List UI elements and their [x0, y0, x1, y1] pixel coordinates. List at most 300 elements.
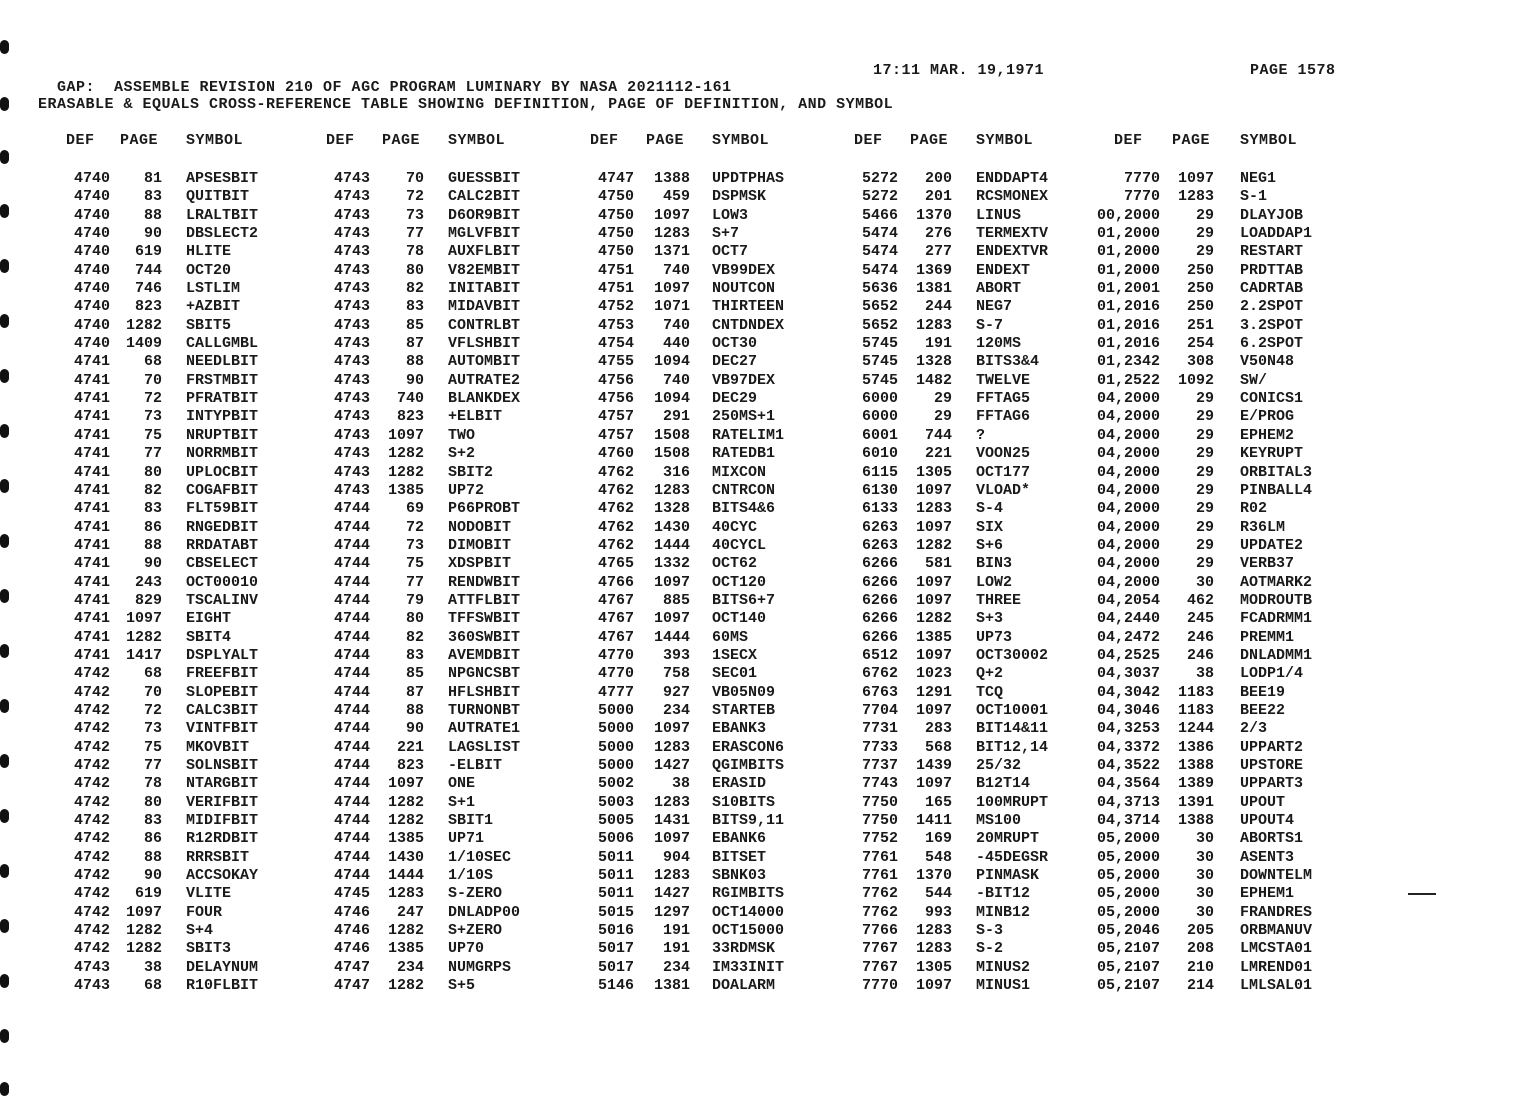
column-header-page: PAGE — [120, 132, 159, 149]
page-cell: 234 — [662, 958, 690, 976]
symbol-cell: BIN3 — [976, 555, 1013, 573]
symbol-cell: S-1 — [1240, 188, 1268, 206]
def-cell: 5745 — [861, 371, 898, 389]
symbol-cell: RRDATABT — [186, 536, 259, 554]
page-cell: 29 — [1195, 500, 1214, 518]
def-cell: 4750 — [597, 206, 634, 224]
def-cell: 7770 — [861, 977, 898, 995]
symbol-cell: QUITBIT — [186, 188, 250, 206]
def-cell: 7762 — [861, 903, 898, 921]
page-cell: 30 — [1195, 903, 1214, 921]
page-cell: 77 — [405, 225, 424, 243]
def-cell: 5745 — [861, 353, 898, 371]
page-cell: 1332 — [653, 555, 690, 573]
def-cell: 4742 — [73, 775, 110, 793]
page-cell: 90 — [143, 555, 162, 573]
def-cell: 5016 — [597, 922, 634, 940]
symbol-cell: VB05N09 — [712, 683, 776, 701]
column-header-def: DEF — [1114, 132, 1143, 149]
symbol-cell: NODOBIT — [448, 518, 512, 536]
page-cell: 29 — [1195, 536, 1214, 554]
symbol-cell: TURNONBT — [448, 701, 521, 719]
symbol-cell: ERASCON6 — [712, 738, 785, 756]
def-cell: 4742 — [73, 683, 110, 701]
sprocket-hole-mark — [0, 97, 9, 111]
def-cell: 04,2054 — [1096, 591, 1160, 609]
page-cell: 247 — [396, 903, 424, 921]
page-cell: 1097 — [653, 573, 690, 591]
def-cell: 4740 — [73, 243, 110, 261]
def-cell: 4744 — [333, 720, 370, 738]
def-cell: 6115 — [861, 463, 898, 481]
symbol-cell: NEG1 — [1240, 170, 1277, 187]
sprocket-hole-mark — [0, 809, 9, 823]
def-cell: 5002 — [597, 775, 634, 793]
symbol-cell: UPPART3 — [1240, 775, 1304, 793]
symbol-cell: LODP1/4 — [1240, 665, 1304, 683]
symbol-cell: VB97DEX — [712, 371, 776, 389]
page-cell: 88 — [143, 848, 162, 866]
symbol-cell: BITS4&6 — [712, 500, 776, 518]
page-cell: 283 — [924, 720, 952, 738]
symbol-cell: CONICS1 — [1240, 390, 1304, 408]
symbol-cell: THREE — [976, 591, 1022, 609]
page-cell: 1297 — [653, 903, 690, 921]
symbol-cell: DSPMSK — [712, 188, 767, 206]
page-cell: 1391 — [1177, 793, 1214, 811]
symbol-cell: S-ZERO — [448, 885, 503, 903]
symbol-cell: DIMOBIT — [448, 536, 512, 554]
page-cell: 243 — [134, 573, 162, 591]
def-cell: 4742 — [73, 701, 110, 719]
sprocket-hole-mark — [0, 369, 9, 383]
def-cell: 7737 — [861, 757, 898, 774]
page-cell: 1328 — [915, 353, 952, 371]
def-cell: 4741 — [73, 445, 110, 463]
sprocket-hole-mark — [0, 424, 9, 438]
symbol-cell: PRDTTAB — [1240, 261, 1304, 279]
def-cell: 4762 — [597, 500, 634, 518]
page-cell: 221 — [924, 445, 952, 463]
symbol-cell: VFLSHBIT — [448, 335, 521, 353]
symbol-cell: SBIT3 — [186, 940, 232, 958]
symbol-cell: TWELVE — [976, 371, 1031, 389]
page-cell: 75 — [143, 426, 162, 444]
page-cell: 90 — [405, 720, 424, 738]
page-cell: 744 — [924, 426, 952, 444]
symbol-cell: SBIT1 — [448, 812, 494, 830]
symbol-cell: CNTRCON — [712, 481, 776, 499]
symbol-cell: UP73 — [976, 628, 1013, 646]
def-cell: 4744 — [333, 555, 370, 573]
def-cell: 4755 — [597, 353, 634, 371]
symbol-cell: MINB12 — [976, 903, 1031, 921]
page-cell: 544 — [924, 885, 952, 903]
symbol-cell: CBSELECT — [186, 555, 259, 573]
def-cell: 4743 — [73, 977, 110, 995]
symbol-cell: V50N48 — [1240, 353, 1295, 371]
page-cell: 72 — [405, 518, 424, 536]
symbol-cell: VLITE — [186, 885, 232, 903]
column-header-symbol: SYMBOL — [1240, 132, 1298, 149]
page-cell: 1371 — [653, 243, 690, 261]
def-cell: 5003 — [597, 793, 634, 811]
page-cell: 1282 — [125, 940, 162, 958]
page-cell: 88 — [143, 206, 162, 224]
page-cell: 205 — [1186, 922, 1214, 940]
def-cell: 4742 — [73, 757, 110, 774]
page-cell: 1282 — [125, 316, 162, 334]
def-cell: 4744 — [333, 536, 370, 554]
page-cell: 75 — [405, 555, 424, 573]
page-cell: 85 — [405, 316, 424, 334]
table-subtitle: ERASABLE & EQUALS CROSS-REFERENCE TABLE SHOWING DEFINITION, PAGE OF DEFINITION, AND SYMBOL — [38, 96, 894, 113]
symbol-cell: LINUS — [976, 206, 1022, 224]
def-cell: 04,3714 — [1096, 812, 1160, 830]
symbol-cell: AUXFLBIT — [448, 243, 521, 261]
symbol-cell: UPDATE2 — [1240, 536, 1304, 554]
symbol-cell: TSCALINV — [186, 591, 259, 609]
timestamp: 17:11 MAR. 19,1971 — [873, 62, 1045, 79]
symbol-cell: ENDDAPT4 — [976, 170, 1049, 187]
def-cell: 7731 — [861, 720, 898, 738]
page-cell: 70 — [143, 683, 162, 701]
symbol-cell: UPDTPHAS — [712, 170, 785, 187]
symbol-cell: TWO — [448, 426, 476, 444]
symbol-cell: D6OR9BIT — [448, 206, 521, 224]
symbol-cell: OCT30002 — [976, 646, 1049, 664]
def-cell: 4741 — [73, 610, 110, 628]
page-cell: 250 — [1186, 280, 1214, 298]
symbol-cell: S+2 — [448, 445, 476, 463]
def-cell: 4740 — [73, 298, 110, 316]
def-cell: 5017 — [597, 940, 634, 958]
def-cell: 04,2000 — [1096, 426, 1160, 444]
page-cell: 30 — [1195, 573, 1214, 591]
symbol-cell: BEE19 — [1240, 683, 1286, 701]
page-cell: 83 — [143, 500, 162, 518]
def-cell: 4762 — [597, 463, 634, 481]
page-cell: 568 — [924, 738, 952, 756]
def-cell: 5017 — [597, 958, 634, 976]
page-cell: 1097 — [125, 610, 162, 628]
symbol-cell: OCT62 — [712, 555, 758, 573]
def-cell: 4743 — [333, 206, 370, 224]
symbol-cell: Q+2 — [976, 665, 1004, 683]
page-cell: 1370 — [915, 867, 952, 885]
symbol-cell: NRUPTBIT — [186, 426, 259, 444]
symbol-cell: ERASID — [712, 775, 767, 793]
def-cell: 7762 — [861, 885, 898, 903]
page-cell: 548 — [924, 848, 952, 866]
page-cell: 1370 — [915, 206, 952, 224]
page-cell: 70 — [405, 170, 424, 187]
page-cell: 1097 — [915, 573, 952, 591]
def-cell: 4744 — [333, 591, 370, 609]
symbol-cell: UPOUT — [1240, 793, 1286, 811]
def-cell: 4757 — [597, 408, 634, 426]
sprocket-hole-mark — [0, 644, 9, 658]
symbol-cell: 40CYCL — [712, 536, 767, 554]
page-cell: 29 — [1195, 426, 1214, 444]
def-cell: 4740 — [73, 206, 110, 224]
def-cell: 6000 — [861, 390, 898, 408]
page-cell: 1097 — [125, 903, 162, 921]
def-cell: 05,2107 — [1096, 940, 1160, 958]
symbol-cell: NORRMBIT — [186, 445, 259, 463]
symbol-cell: ABORTS1 — [1240, 830, 1304, 848]
symbol-cell: 100MRUPT — [976, 793, 1049, 811]
page-cell: 80 — [405, 261, 424, 279]
def-cell: 4743 — [333, 316, 370, 334]
def-cell: 7770 — [1123, 170, 1160, 187]
symbol-cell: MS100 — [976, 812, 1022, 830]
column-header-def: DEF — [66, 132, 95, 149]
def-cell: 5000 — [597, 701, 634, 719]
page-cell: 73 — [405, 536, 424, 554]
column-header-def: DEF — [854, 132, 883, 149]
def-cell: 4741 — [73, 555, 110, 573]
symbol-cell: 120MS — [976, 335, 1022, 353]
symbol-cell: AUTRATE2 — [448, 371, 521, 389]
symbol-cell: SBIT5 — [186, 316, 232, 334]
def-cell: 05,2000 — [1096, 885, 1160, 903]
def-cell: 4741 — [73, 426, 110, 444]
page-cell: 73 — [143, 720, 162, 738]
def-cell: 04,3037 — [1096, 665, 1160, 683]
symbol-cell: RATEDB1 — [712, 445, 776, 463]
symbol-cell: RATELIM1 — [712, 426, 785, 444]
page-cell: 38 — [1195, 665, 1214, 683]
symbol-cell: MODROUTB — [1240, 591, 1313, 609]
def-cell: 4743 — [333, 225, 370, 243]
symbol-cell: XDSPBIT — [448, 555, 512, 573]
page-cell: 80 — [405, 610, 424, 628]
symbol-cell: PREMM1 — [1240, 628, 1295, 646]
symbol-cell: OCT120 — [712, 573, 767, 591]
page-cell: 393 — [662, 646, 690, 664]
def-cell: 05,2046 — [1096, 922, 1160, 940]
symbol-cell: SOLNSBIT — [186, 757, 259, 774]
page-cell: 245 — [1186, 610, 1214, 628]
def-cell: 7743 — [861, 775, 898, 793]
symbol-cell: RGIMBITS — [712, 885, 785, 903]
column-header-symbol: SYMBOL — [976, 132, 1034, 149]
symbol-cell: COGAFBIT — [186, 481, 259, 499]
def-cell: 4741 — [73, 371, 110, 389]
page-cell: 1282 — [125, 628, 162, 646]
symbol-cell: SBIT2 — [448, 463, 494, 481]
def-cell: 4742 — [73, 812, 110, 830]
symbol-cell: FLT59BIT — [186, 500, 259, 518]
page-cell: 83 — [405, 298, 424, 316]
def-cell: 04,2000 — [1096, 555, 1160, 573]
page-cell: 78 — [143, 775, 162, 793]
symbol-cell: BITS9,11 — [712, 812, 785, 830]
def-cell: 4767 — [597, 610, 634, 628]
def-cell: 5011 — [597, 885, 634, 903]
symbol-cell: LSTLIM — [186, 280, 241, 298]
page-cell: 581 — [924, 555, 952, 573]
page-cell: 1282 — [915, 610, 952, 628]
page-cell: 165 — [924, 793, 952, 811]
def-cell: 4740 — [73, 188, 110, 206]
page-cell: 1385 — [387, 830, 424, 848]
symbol-cell: NOUTCON — [712, 280, 776, 298]
def-cell: 4740 — [73, 261, 110, 279]
def-cell: 4743 — [333, 463, 370, 481]
def-cell: 01,2000 — [1096, 243, 1160, 261]
symbol-cell: FRANDRES — [1240, 903, 1313, 921]
def-cell: 5272 — [861, 170, 898, 187]
symbol-cell: 20MRUPT — [976, 830, 1040, 848]
page-cell: 740 — [662, 371, 690, 389]
def-cell: 4742 — [73, 903, 110, 921]
symbol-cell: INITABIT — [448, 280, 521, 298]
page-cell: 1097 — [915, 518, 952, 536]
def-cell: 7767 — [861, 940, 898, 958]
page-cell: 246 — [1186, 628, 1214, 646]
page-cell: 1388 — [653, 170, 690, 187]
symbol-cell: UPLOCBIT — [186, 463, 259, 481]
symbol-cell: LMCSTA01 — [1240, 940, 1313, 958]
def-cell: 4743 — [333, 188, 370, 206]
page-cell: 1183 — [1177, 683, 1214, 701]
def-cell: 6266 — [861, 591, 898, 609]
page-cell: 29 — [933, 390, 952, 408]
def-cell: 04,3372 — [1096, 738, 1160, 756]
symbol-cell: CNTDNDEX — [712, 316, 785, 334]
column-header-page: PAGE — [1172, 132, 1211, 149]
column-header-def: DEF — [590, 132, 619, 149]
def-cell: 4740 — [73, 225, 110, 243]
page-cell: 316 — [662, 463, 690, 481]
symbol-cell: S+7 — [712, 225, 740, 243]
def-cell: 6263 — [861, 518, 898, 536]
def-cell: 5652 — [861, 298, 898, 316]
page-cell: 1092 — [1177, 371, 1214, 389]
def-cell: 4767 — [597, 591, 634, 609]
symbol-cell: UP72 — [448, 481, 485, 499]
symbol-cell: EBANK6 — [712, 830, 767, 848]
symbol-cell: S+6 — [976, 536, 1004, 554]
symbol-cell: SBIT4 — [186, 628, 232, 646]
def-cell: 4741 — [73, 481, 110, 499]
page-number: PAGE 1578 — [1250, 62, 1336, 79]
def-cell: 4743 — [333, 261, 370, 279]
page-cell: 30 — [1195, 848, 1214, 866]
def-cell: 4741 — [73, 591, 110, 609]
page-cell: 82 — [405, 628, 424, 646]
page-cell: 29 — [1195, 408, 1214, 426]
def-cell: 01,2016 — [1096, 335, 1160, 353]
def-cell: 4777 — [597, 683, 634, 701]
page-cell: 1283 — [653, 481, 690, 499]
symbol-cell: SW/ — [1240, 371, 1268, 389]
def-cell: 01,2016 — [1096, 298, 1160, 316]
symbol-cell: LAGSLIST — [448, 738, 521, 756]
symbol-cell: CONTRLBT — [448, 316, 521, 334]
symbol-cell: LMLSAL01 — [1240, 977, 1313, 995]
page-cell: 29 — [1195, 390, 1214, 408]
def-cell: 4743 — [333, 445, 370, 463]
symbol-cell: ENDEXTVR — [976, 243, 1049, 261]
symbol-cell: FOUR — [186, 903, 223, 921]
page-cell: 75 — [143, 738, 162, 756]
page-cell: 214 — [1186, 977, 1214, 995]
page-cell: 87 — [405, 335, 424, 353]
def-cell: 4744 — [333, 628, 370, 646]
def-cell: 7761 — [861, 867, 898, 885]
page-cell: 1097 — [653, 206, 690, 224]
def-cell: 01,2000 — [1096, 261, 1160, 279]
def-cell: 05,2000 — [1096, 867, 1160, 885]
symbol-cell: CALC3BIT — [186, 701, 259, 719]
def-cell: 04,3564 — [1096, 775, 1160, 793]
sprocket-hole-mark — [0, 204, 9, 218]
page-cell: 81 — [143, 170, 162, 187]
symbol-cell: 1/10S — [448, 867, 494, 885]
def-cell: 4742 — [73, 885, 110, 903]
def-cell: 05,2000 — [1096, 830, 1160, 848]
page-cell: 251 — [1186, 316, 1214, 334]
symbol-cell: S10BITS — [712, 793, 776, 811]
symbol-cell: STARTEB — [712, 701, 776, 719]
def-cell: 4743 — [333, 408, 370, 426]
symbol-cell: KEYRUPT — [1240, 445, 1304, 463]
symbol-cell: MGLVFBIT — [448, 225, 521, 243]
symbol-cell: LOW2 — [976, 573, 1013, 591]
page-cell: 1023 — [915, 665, 952, 683]
symbol-cell: R02 — [1240, 500, 1268, 518]
def-cell: 5000 — [597, 757, 634, 774]
page-cell: 1444 — [387, 867, 424, 885]
def-cell: 4743 — [333, 390, 370, 408]
def-cell: 4760 — [597, 445, 634, 463]
page-cell: 221 — [396, 738, 424, 756]
page-cell: 462 — [1186, 591, 1214, 609]
def-cell: 6263 — [861, 536, 898, 554]
def-cell: 01,2342 — [1096, 353, 1160, 371]
symbol-cell: ORBITAL3 — [1240, 463, 1313, 481]
def-cell: 04,2000 — [1096, 408, 1160, 426]
page-cell: 70 — [143, 371, 162, 389]
symbol-cell: TERMEXTV — [976, 225, 1049, 243]
page-cell: 1097 — [915, 591, 952, 609]
symbol-cell: PINMASK — [976, 867, 1040, 885]
page-cell: 1431 — [653, 812, 690, 830]
symbol-cell: -BIT12 — [976, 885, 1031, 903]
def-cell: 04,3522 — [1096, 757, 1160, 774]
def-cell: 4743 — [333, 170, 370, 187]
page-cell: 1482 — [915, 371, 952, 389]
def-cell: 5011 — [597, 848, 634, 866]
def-cell: 4744 — [333, 518, 370, 536]
page-cell: 72 — [405, 188, 424, 206]
symbol-cell: PINBALL4 — [1240, 481, 1313, 499]
page-cell: 82 — [143, 481, 162, 499]
symbol-cell: HFLSHBIT — [448, 683, 521, 701]
page-cell: 201 — [924, 188, 952, 206]
sprocket-hole-mark — [0, 974, 9, 988]
page-cell: 1283 — [915, 922, 952, 940]
symbol-cell: DNLADP00 — [448, 903, 521, 921]
symbol-cell: +AZBIT — [186, 298, 241, 316]
symbol-cell: UP70 — [448, 940, 485, 958]
def-cell: 4744 — [333, 500, 370, 518]
page-cell: 740 — [662, 261, 690, 279]
page-cell: 619 — [134, 243, 162, 261]
